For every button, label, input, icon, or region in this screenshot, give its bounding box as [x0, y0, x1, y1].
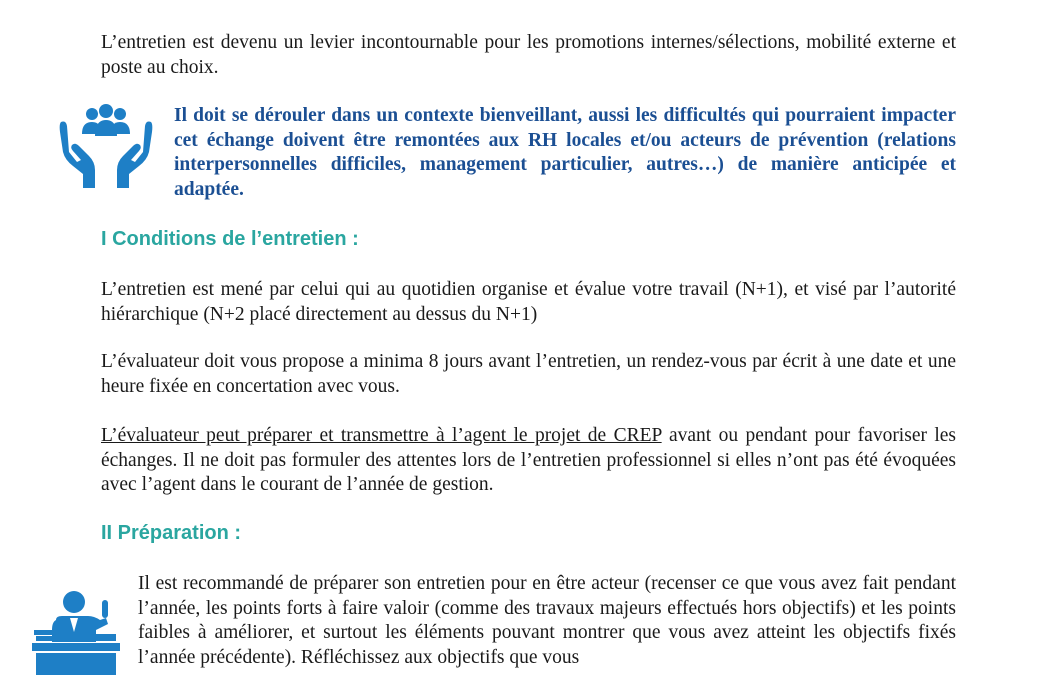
section-heading-conditions: I Conditions de l’entretien :	[101, 228, 359, 250]
section-heading-preparation: II Préparation :	[101, 522, 242, 544]
conditions-paragraph-3	[101, 424, 956, 498]
conditions-paragraph-1: L’entretien est mené par celui qui au quotidien organise et évalue votre travail (N+1), et visé par l’autorité hiérarchique (N+2 placé directement au dessus du N+1)	[101, 279, 956, 325]
preparation-paragraph: Il est recommandé de préparer son entretien pour en être acteur (recenser ce que vous avez fait pendant l’année, les points forts à faire valoir (comme des travaux majeurs effectués hors objectifs) et les points faibles à améliorer, et surtout les éléments pouvant montrer que vous avez atteint les objectifs fixés l’année précédente). Réfléchissez aux objectifs que vous	[138, 573, 956, 668]
conditions-paragraph-2: L’évaluateur doit vous propose a minima 8 jours avant l’entretien, un rendez-vous par écrit à une date et une heure fixée en concertation avec vous.	[101, 351, 956, 397]
hands-holding-people-icon	[57, 104, 155, 190]
intro-paragraph: L’entretien est devenu un levier incontournable pour les promotions internes/sélections, mobilité externe et poste au choix.	[101, 32, 956, 78]
person-at-desk-icon	[32, 590, 120, 675]
paragraph-3-rest: avant ou pendant pour favoriser les échanges. Il ne doit pas formuler des attentes lors de l’entretien professionnel si elles n’ont pas été évoquées avec l’agent dans le courant de l’année de gestion.	[101, 425, 956, 495]
underlined-phrase: L’évaluateur peut préparer et transmettre à l’agent le projet de CREP	[101, 425, 662, 446]
callout-paragraph: Il doit se dérouler dans un contexte bienveillant, aussi les difficultés qui pourraient impacter cet échange doivent être remontées aux RH locales et/ou acteurs de prévention (relations interpersonnelles difficiles, management particulier, autres…) de manière anticipée et adaptée.	[174, 105, 956, 200]
